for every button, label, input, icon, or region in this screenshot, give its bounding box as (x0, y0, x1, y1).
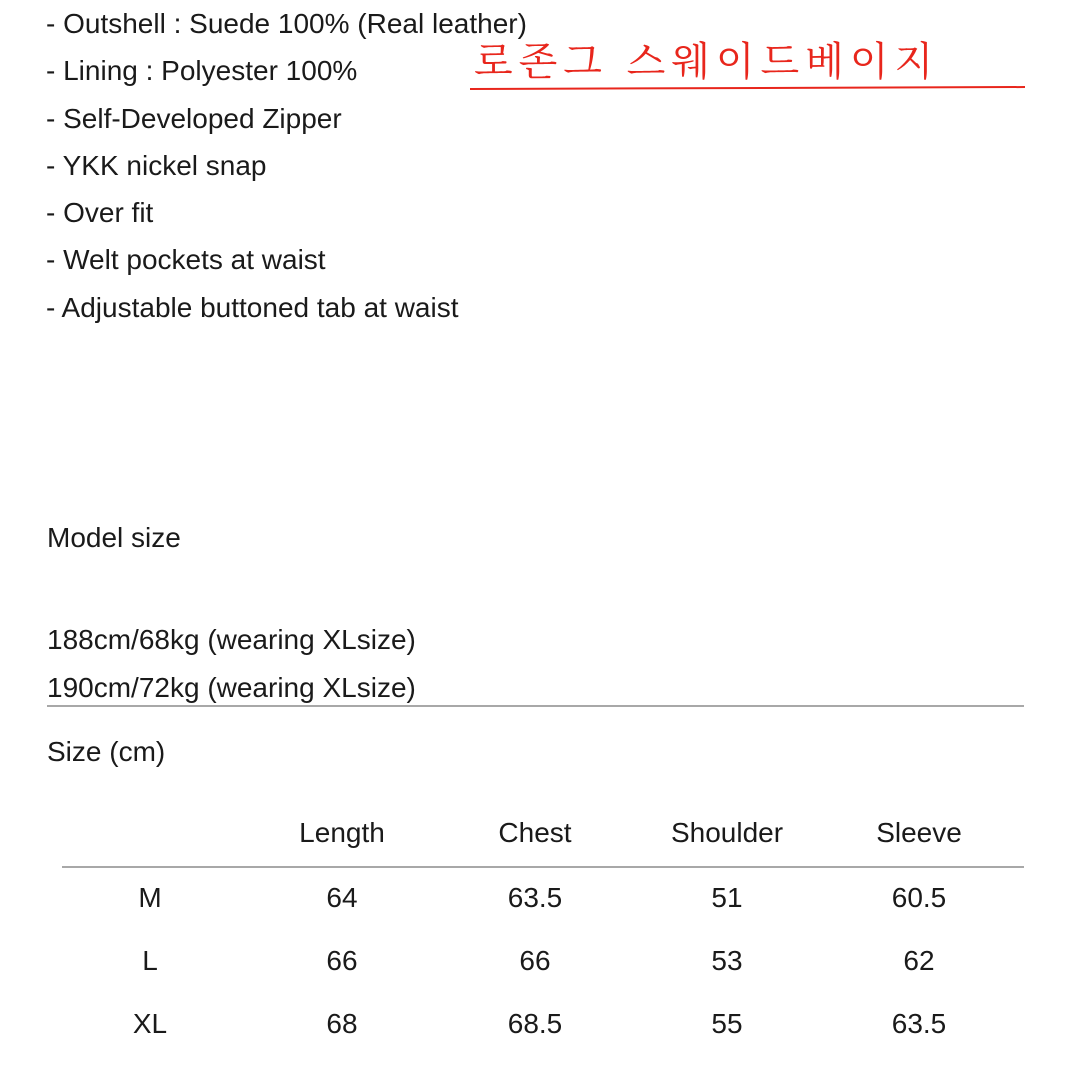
spec-item: - YKK nickel snap (46, 149, 267, 181)
handwritten-annotation (470, 30, 1030, 96)
spec-list (46, 0, 527, 331)
table-cell: 62 (903, 945, 935, 976)
size-label-cell: L (142, 945, 158, 976)
table-cell: 51 (711, 882, 743, 913)
header-cell: Sleeve (876, 817, 962, 848)
model-size-title: Model size (47, 522, 181, 553)
table-row (62, 868, 1024, 931)
table-cell: 66 (326, 945, 358, 976)
spec-item: - Over fit (46, 197, 154, 229)
header-cell: Length (299, 817, 385, 848)
model-size-lines (47, 616, 416, 712)
spec-item: - Welt pockets at waist (46, 244, 326, 276)
table-cell: 64 (326, 882, 358, 913)
table-cell: 68.5 (507, 1008, 563, 1039)
spec-item: - Lining : Polyester 100% (46, 55, 358, 87)
section-divider (47, 705, 1024, 707)
table-cell: 63.5 (891, 1008, 947, 1039)
size-chart-title: Size (cm) (47, 736, 166, 767)
size-label-cell: XL (132, 1008, 168, 1039)
size-table (62, 810, 1024, 1057)
header-cell: Shoulder (670, 817, 784, 848)
annotation-text: 로존그 스웨이드베이지 (474, 39, 940, 85)
model-size-line: 188cm/68kg (wearing XLsize) (47, 624, 416, 655)
size-label-cell: M (138, 882, 162, 913)
table-row (62, 931, 1024, 994)
spec-item: - Self-Developed Zipper (46, 102, 342, 134)
table-cell: 53 (711, 945, 743, 976)
header-cell: Chest (498, 817, 572, 848)
table-cell: 55 (711, 1008, 743, 1039)
table-cell: 60.5 (891, 882, 947, 913)
table-cell: 66 (519, 945, 551, 976)
size-table-header (62, 810, 1024, 868)
spec-item: - Outshell : Suede 100% (Real leather) (46, 8, 527, 39)
table-row (62, 994, 1024, 1057)
table-cell: 63.5 (507, 882, 563, 913)
table-cell: 68 (326, 1008, 358, 1039)
spec-item: - Adjustable buttoned tab at waist (46, 291, 459, 323)
model-size-line: 190cm/72kg (wearing XLsize) (47, 672, 416, 703)
